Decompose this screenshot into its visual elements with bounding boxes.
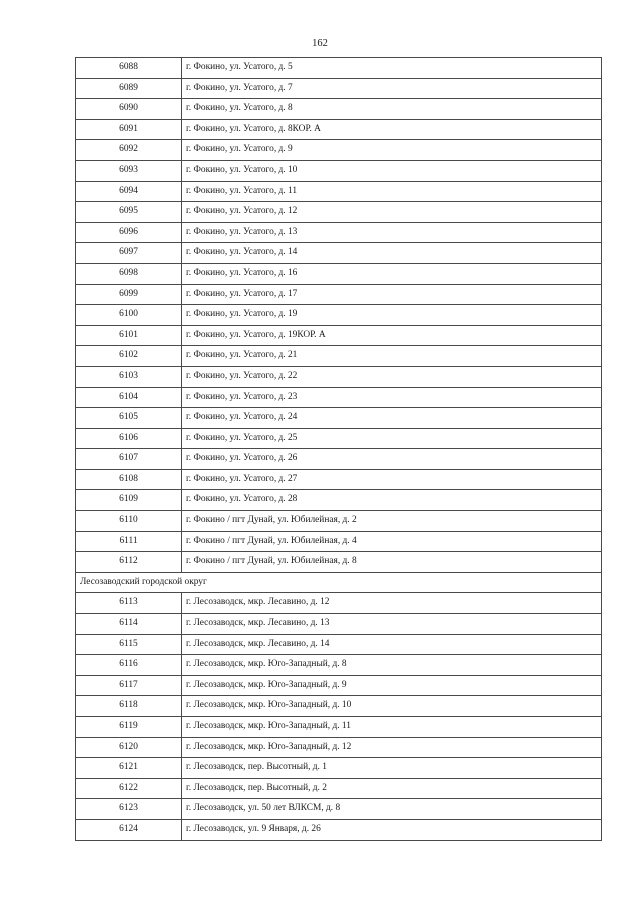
row-address: г. Фокино, ул. Усатого, д. 12 — [182, 202, 602, 223]
table-row — [76, 696, 602, 717]
table-row — [76, 243, 602, 264]
table-row — [76, 305, 602, 326]
row-number: 6106 — [76, 428, 182, 449]
row-address: г. Фокино, ул. Усатого, д. 9 — [182, 140, 602, 161]
table-row — [76, 325, 602, 346]
table-row — [76, 408, 602, 429]
table-row — [76, 222, 602, 243]
table-row — [76, 778, 602, 799]
table-row — [76, 799, 602, 820]
row-number: 6091 — [76, 119, 182, 140]
row-address: г. Фокино, ул. Усатого, д. 21 — [182, 346, 602, 367]
table-row — [76, 387, 602, 408]
row-number: 6112 — [76, 552, 182, 573]
row-number: 6109 — [76, 490, 182, 511]
table-row — [76, 552, 602, 573]
row-number: 6094 — [76, 181, 182, 202]
table-row — [76, 675, 602, 696]
table-row — [76, 428, 602, 449]
table-row — [76, 58, 602, 79]
row-number: 6093 — [76, 160, 182, 181]
section-row — [76, 572, 602, 593]
table-row — [76, 78, 602, 99]
table-row — [76, 366, 602, 387]
row-address: г. Фокино, ул. Усатого, д. 10 — [182, 160, 602, 181]
table-row — [76, 593, 602, 614]
row-address: г. Лесозаводск, мкр. Лесавино, д. 14 — [182, 634, 602, 655]
row-address: г. Фокино, ул. Усатого, д. 28 — [182, 490, 602, 511]
table-row — [76, 160, 602, 181]
table-row — [76, 284, 602, 305]
table-row — [76, 263, 602, 284]
row-number: 6103 — [76, 366, 182, 387]
table-row — [76, 819, 602, 840]
row-number: 6111 — [76, 531, 182, 552]
row-address: г. Фокино, ул. Усатого, д. 17 — [182, 284, 602, 305]
row-address: г. Лесозаводск, ул. 9 Января, д. 26 — [182, 819, 602, 840]
row-number: 6118 — [76, 696, 182, 717]
table-row — [76, 119, 602, 140]
section-title: Лесозаводский городской округ — [76, 572, 602, 593]
row-number: 6104 — [76, 387, 182, 408]
address-table-body — [76, 58, 602, 841]
row-address: г. Лесозаводск, мкр. Юго-Западный, д. 10 — [182, 696, 602, 717]
row-address: г. Фокино, ул. Усатого, д. 25 — [182, 428, 602, 449]
row-address: г. Фокино, ул. Усатого, д. 13 — [182, 222, 602, 243]
row-address: г. Фокино, ул. Усатого, д. 19 — [182, 305, 602, 326]
row-number: 6117 — [76, 675, 182, 696]
row-number: 6121 — [76, 758, 182, 779]
row-number: 6113 — [76, 593, 182, 614]
row-number: 6107 — [76, 449, 182, 470]
row-number: 6108 — [76, 469, 182, 490]
row-number: 6097 — [76, 243, 182, 264]
row-number: 6090 — [76, 99, 182, 120]
row-number: 6115 — [76, 634, 182, 655]
row-number: 6105 — [76, 408, 182, 429]
table-row — [76, 737, 602, 758]
row-address: г. Лесозаводск, пер. Высотный, д. 2 — [182, 778, 602, 799]
row-number: 6089 — [76, 78, 182, 99]
row-address: г. Фокино, ул. Усатого, д. 26 — [182, 449, 602, 470]
table-row — [76, 531, 602, 552]
table-row — [76, 140, 602, 161]
row-number: 6101 — [76, 325, 182, 346]
row-address: г. Лесозаводск, мкр. Лесавино, д. 12 — [182, 593, 602, 614]
row-address: г. Фокино, ул. Усатого, д. 27 — [182, 469, 602, 490]
row-number: 6119 — [76, 717, 182, 738]
row-number: 6088 — [76, 58, 182, 79]
row-address: г. Фокино / пгт Дунай, ул. Юбилейная, д. 8 — [182, 552, 602, 573]
table-row — [76, 449, 602, 470]
row-address: г. Фокино, ул. Усатого, д. 22 — [182, 366, 602, 387]
row-number: 6116 — [76, 655, 182, 676]
row-address: г. Фокино / пгт Дунай, ул. Юбилейная, д. 2 — [182, 511, 602, 532]
address-table — [75, 57, 602, 841]
row-number: 6099 — [76, 284, 182, 305]
row-address: г. Лесозаводск, мкр. Лесавино, д. 13 — [182, 614, 602, 635]
page-number: 162 — [312, 38, 328, 49]
table-row — [76, 758, 602, 779]
row-address: г. Фокино, ул. Усатого, д. 24 — [182, 408, 602, 429]
row-address: г. Лесозаводск, мкр. Юго-Западный, д. 8 — [182, 655, 602, 676]
row-address: г. Лесозаводск, мкр. Юго-Западный, д. 12 — [182, 737, 602, 758]
table-row — [76, 99, 602, 120]
row-address: г. Фокино, ул. Усатого, д. 16 — [182, 263, 602, 284]
table-row — [76, 181, 602, 202]
row-number: 6122 — [76, 778, 182, 799]
row-address: г. Фокино, ул. Усатого, д. 23 — [182, 387, 602, 408]
row-number: 6092 — [76, 140, 182, 161]
row-address: г. Фокино, ул. Усатого, д. 11 — [182, 181, 602, 202]
table-row — [76, 346, 602, 367]
row-number: 6102 — [76, 346, 182, 367]
row-address: г. Фокино, ул. Усатого, д. 14 — [182, 243, 602, 264]
row-number: 6114 — [76, 614, 182, 635]
table-row — [76, 511, 602, 532]
row-number: 6120 — [76, 737, 182, 758]
table-row — [76, 634, 602, 655]
table-row — [76, 655, 602, 676]
table-row — [76, 469, 602, 490]
row-number: 6124 — [76, 819, 182, 840]
row-number: 6098 — [76, 263, 182, 284]
row-address: г. Лесозаводск, мкр. Юго-Западный, д. 9 — [182, 675, 602, 696]
table-row — [76, 490, 602, 511]
row-address: г. Лесозаводск, ул. 50 лет ВЛКСМ, д. 8 — [182, 799, 602, 820]
row-address: г. Фокино / пгт Дунай, ул. Юбилейная, д. 4 — [182, 531, 602, 552]
row-address: г. Фокино, ул. Усатого, д. 7 — [182, 78, 602, 99]
row-address: г. Фокино, ул. Усатого, д. 19КОР. А — [182, 325, 602, 346]
row-address: г. Фокино, ул. Усатого, д. 8КОР. А — [182, 119, 602, 140]
row-address: г. Фокино, ул. Усатого, д. 8 — [182, 99, 602, 120]
row-number: 6123 — [76, 799, 182, 820]
table-row — [76, 614, 602, 635]
row-number: 6110 — [76, 511, 182, 532]
row-address: г. Лесозаводск, пер. Высотный, д. 1 — [182, 758, 602, 779]
table-row — [76, 717, 602, 738]
row-number: 6096 — [76, 222, 182, 243]
row-address: г. Фокино, ул. Усатого, д. 5 — [182, 58, 602, 79]
row-number: 6095 — [76, 202, 182, 223]
row-number: 6100 — [76, 305, 182, 326]
table-row — [76, 202, 602, 223]
row-address: г. Лесозаводск, мкр. Юго-Западный, д. 11 — [182, 717, 602, 738]
